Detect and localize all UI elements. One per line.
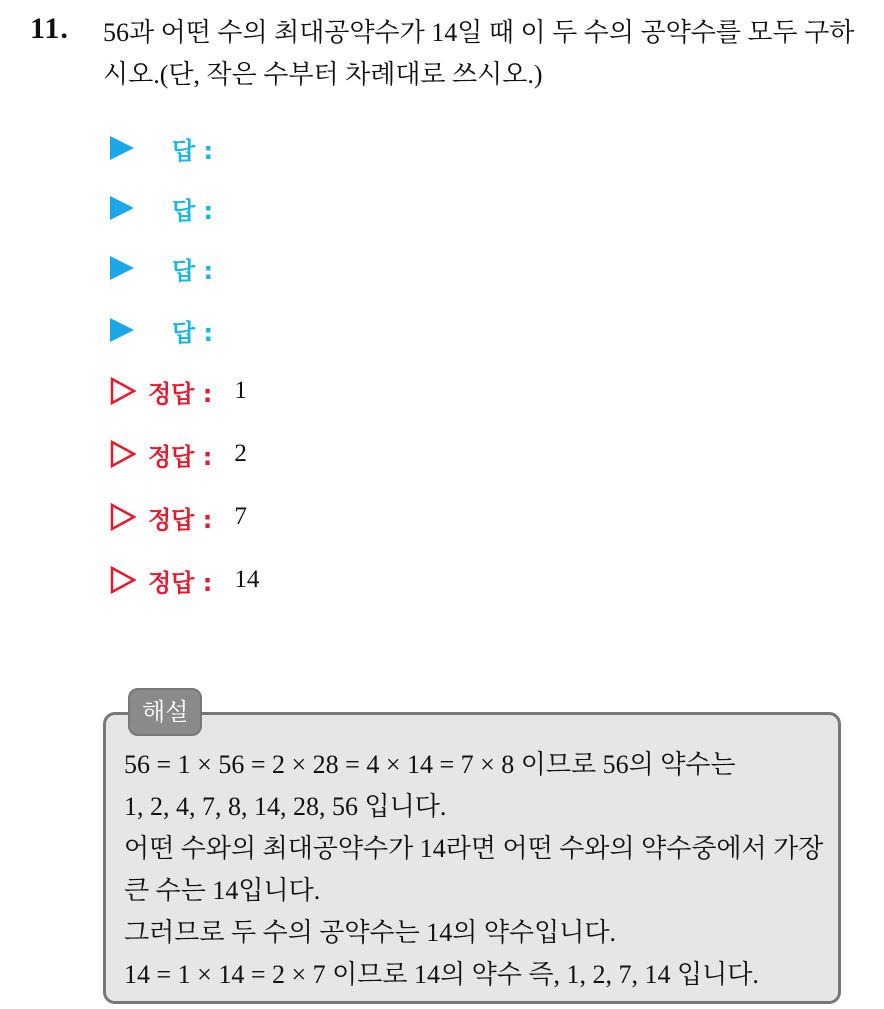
question-number: 11. — [30, 12, 69, 45]
outline-triangle-icon — [110, 440, 136, 468]
question-text: 56과 어떤 수의 최대공약수가 14일 때 이 두 수의 공약수를 모두 구하시오.(단, 작은 수부터 차례대로 쓰시오.) — [103, 18, 855, 89]
answer-row[interactable] — [110, 248, 213, 288]
explanation-line: 14 = 1 × 14 = 2 × 7 이므로 14의 약수 즉, 1, 2, 7, 14 입니다. — [124, 960, 759, 989]
explanation-line: 그러므로 두 수의 공약수는 14의 약수입니다. — [124, 918, 616, 947]
correct-answer-value: 14 — [234, 566, 260, 593]
answer-label: 답 : — [172, 136, 214, 165]
outline-triangle-icon — [110, 566, 136, 594]
correct-answer-row — [110, 497, 247, 537]
correct-answer-value: 2 — [234, 440, 247, 467]
correct-answer-value: 7 — [234, 503, 247, 530]
explanation-tab: 해설 — [128, 688, 202, 736]
correct-label: 정답 : — [148, 379, 213, 408]
explanation-line: 큰 수는 14입니다. — [124, 876, 321, 905]
solid-triangle-icon — [110, 256, 134, 280]
explanation-line: 1, 2, 4, 7, 8, 14, 28, 56 입니다. — [124, 792, 447, 821]
answer-row[interactable] — [110, 128, 213, 168]
correct-answer-row — [110, 434, 247, 474]
outline-triangle-icon — [110, 377, 136, 405]
solid-triangle-icon — [110, 136, 134, 160]
correct-label: 정답 : — [148, 505, 213, 534]
solid-triangle-icon — [110, 318, 134, 342]
correct-answer-row — [110, 371, 247, 411]
correct-answer-row — [110, 560, 259, 600]
answer-row[interactable] — [110, 310, 213, 350]
explanation-line: 어떤 수와의 최대공약수가 14라면 어떤 수와의 약수중에서 가장 — [124, 834, 824, 863]
solid-triangle-icon — [110, 196, 134, 220]
correct-label: 정답 : — [148, 568, 213, 597]
correct-answer-value: 1 — [234, 377, 247, 404]
outline-triangle-icon — [110, 503, 136, 531]
answer-label: 답 : — [172, 318, 214, 347]
explanation-text — [124, 744, 836, 996]
answer-row[interactable] — [110, 188, 213, 228]
answer-label: 답 : — [172, 196, 214, 225]
answer-label: 답 : — [172, 256, 214, 285]
correct-label: 정답 : — [148, 442, 213, 471]
explanation-line: 56 = 1 × 56 = 2 × 28 = 4 × 14 = 7 × 8 이므로 56의 약수는 — [124, 750, 736, 779]
